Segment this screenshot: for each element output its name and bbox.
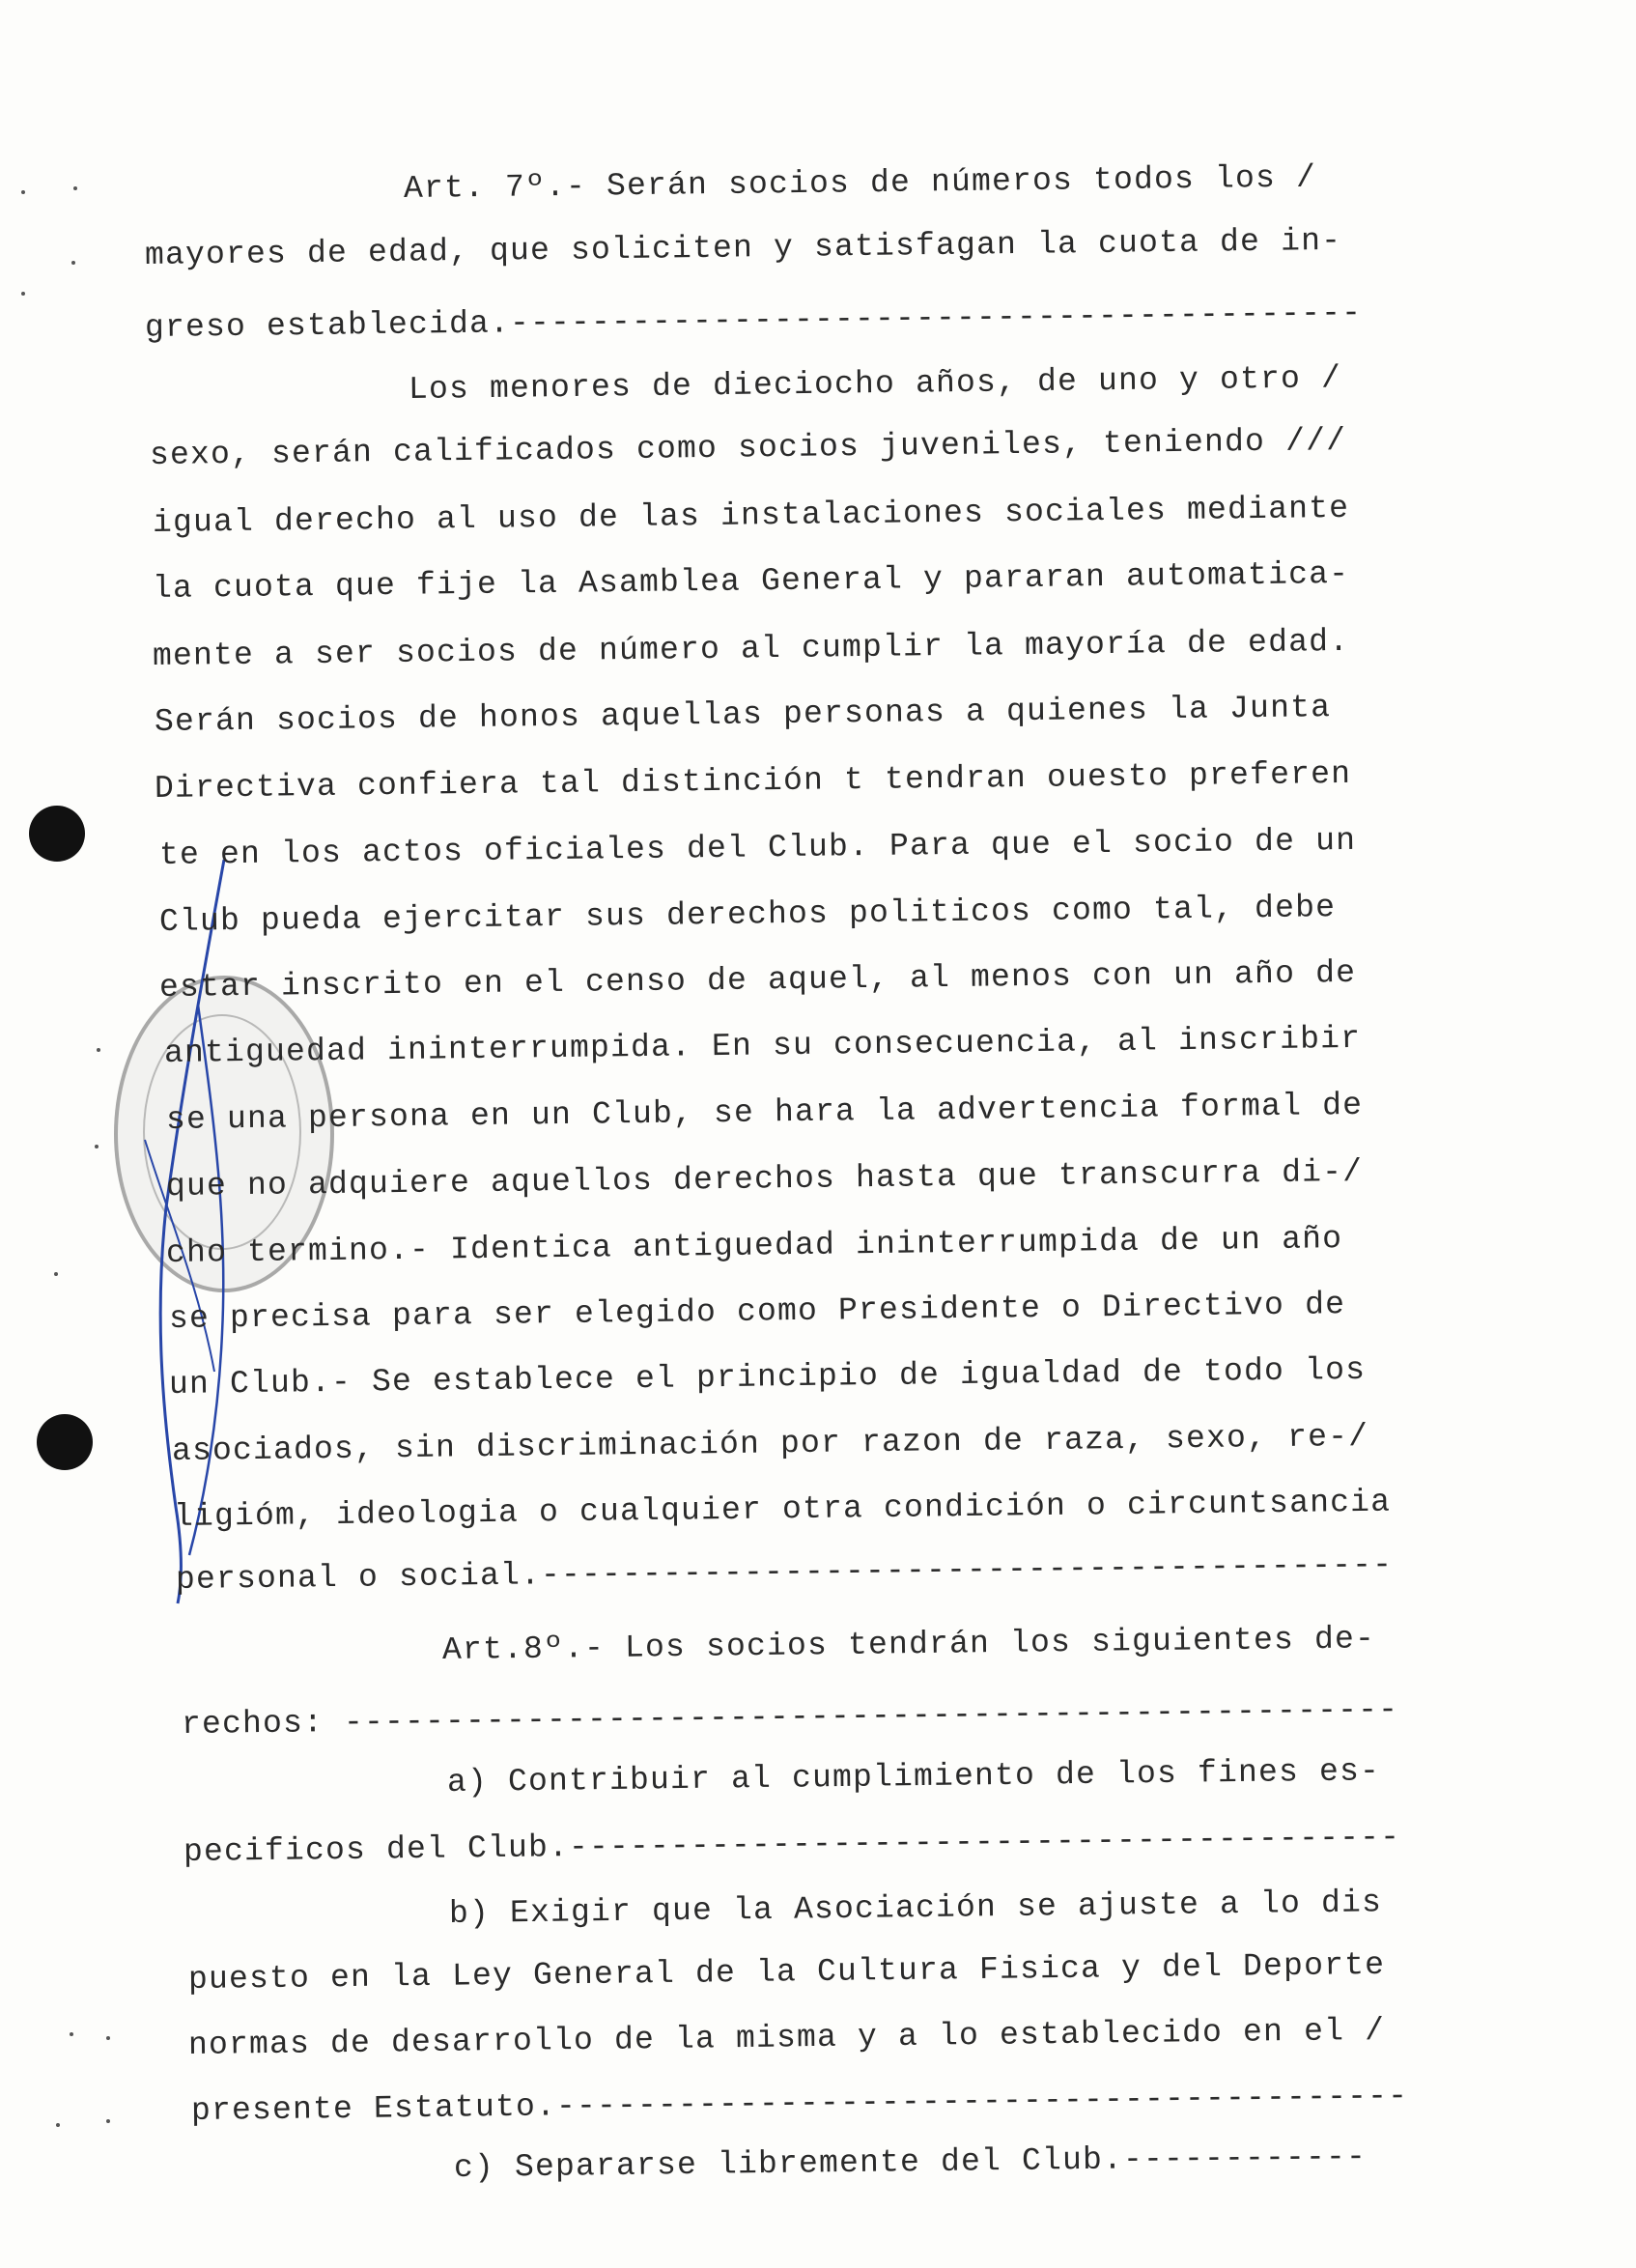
text-line: te en los actos oficiales del Club. Para que el socio de un [158,822,1357,873]
text-line: un Club.- Se establece el principio de igualdad de todo los [168,1351,1367,1403]
text-line: mente a ser socios de número al cumplir la mayoría de edad. [152,623,1350,674]
text-line: Club pueda ejercitar sus derechos politicos como tal, debe [158,890,1337,940]
text-line: a) Contribuir al cumplimiento de los fines es- [446,1753,1381,1800]
text-line: sexo, serán calificados como socios juveniles, teniendo /// [149,422,1347,473]
text-line: antiguedad ininterrumpida. En su consecuencia, al inscribir [163,1020,1362,1071]
text-line: mayores de edad, que soliciten y satisfagan la cuota de in- [144,222,1342,273]
text-line: puesto en la Ley General de la Cultura Fisica y del Deporte [187,1946,1386,1998]
text-line: b) Exigir que la Asociación se ajuste a lo dis [448,1885,1383,1932]
text-line: se precisa para ser elegido como Presidente o Directivo de [168,1287,1346,1337]
text-line: que no adquiere aquellos derechos hasta que transcurra di-/ [165,1153,1364,1205]
text-line: rechos: ---------------------------------------------------- [181,1691,1399,1743]
text-line: presente Estatuto.------------------------------------------ [190,2078,1409,2129]
text-line: asociados, sin discriminación por razon de raza, sexo, re-/ [171,1418,1369,1469]
text-line: cho termino.- Identica antiguedad ininterrumpida de un año [165,1221,1343,1271]
text-line: Los menores de dieciocho años, de uno y otro / [408,360,1342,408]
text-line: pecificos del Club.----------------------------------------- [183,1819,1401,1870]
text-line: ligióm, ideologia o cualquier otra condición o circuntsancia [173,1484,1392,1535]
text-line: la cuota que fije la Asamblea General y pararan automatica- [152,555,1350,607]
text-line: normas de desarrollo de la misma y a lo establecido en el / [187,2012,1386,2063]
text-line: igual derecho al uso de las instalaciones sociales mediante [152,490,1350,541]
text-line: Serán socios de honos aquellas personas a quienes la Junta [154,690,1332,740]
text-line: Art.8º.- Los socios tendrán los siguientes de- [441,1621,1376,1668]
text-line: c) Separarse libremente del Club.------------ [453,2139,1368,2186]
text-line: personal o social.------------------------------------------ [175,1546,1394,1598]
text-line: Directiva confiera tal distinción t tendran ouesto preferen [154,755,1352,807]
text-line: estar inscrito en el censo de aquel, al menos con un año de [158,954,1357,1006]
text-line: greso establecida.------------------------------------------ [144,295,1363,346]
text-line: se una persona en un Club, se hara la advertencia formal de [165,1087,1364,1138]
text-line: Art. 7º.- Serán socios de números todos los / [403,159,1317,207]
